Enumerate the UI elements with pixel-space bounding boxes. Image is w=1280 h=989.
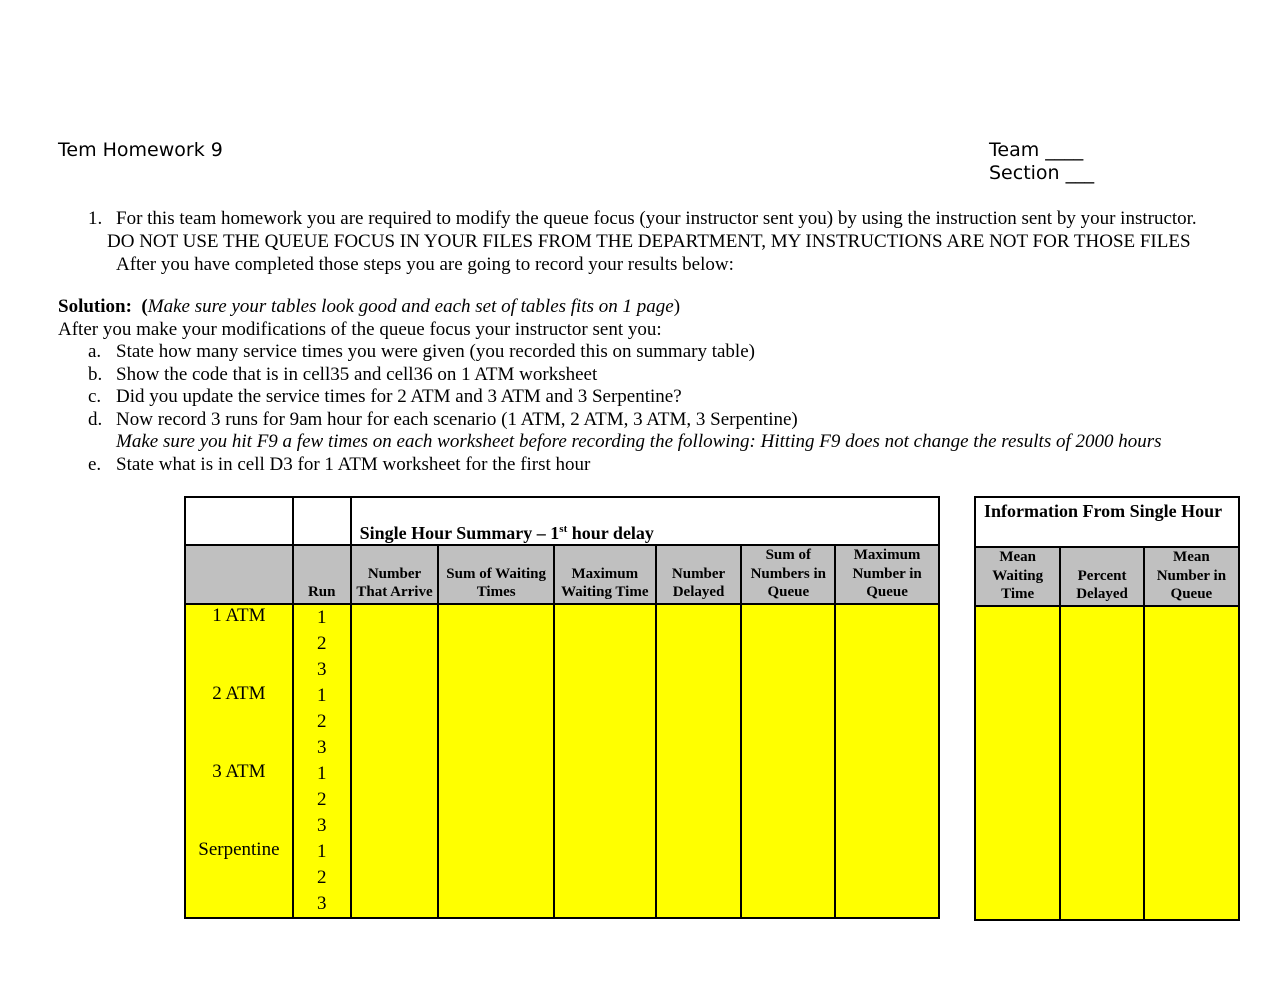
input-cell[interactable] [1144,606,1239,633]
input-cell[interactable] [438,735,554,761]
run-cell: 1 [293,761,351,787]
input-cell[interactable] [554,787,656,813]
input-cell[interactable] [438,631,554,657]
input-cell[interactable] [351,604,439,631]
input-cell[interactable] [351,787,439,813]
run-cell: 2 [293,709,351,735]
table-row [975,789,1239,815]
list-item [58,409,1162,432]
scenario-cell [185,787,293,813]
input-cell[interactable] [351,631,439,657]
input-cell[interactable] [438,891,554,918]
input-cell[interactable] [835,891,939,918]
scenario-cell [185,709,293,735]
summary-corner-cell [293,497,351,545]
input-cell[interactable] [438,683,554,709]
table-row [975,815,1239,841]
input-cell[interactable] [656,787,742,813]
paren-close: ) [673,296,681,317]
input-cell[interactable] [741,865,835,891]
input-cell[interactable] [835,709,939,735]
run-cell: 1 [293,839,351,865]
info-table-title: Information From Single Hour [975,497,1239,547]
input-cell[interactable] [554,683,656,709]
input-cell[interactable] [835,604,939,631]
input-cell[interactable] [656,891,742,918]
input-cell[interactable] [741,839,835,865]
table-row [185,891,939,918]
input-cell[interactable] [554,709,656,735]
input-cell[interactable] [656,709,742,735]
run-cell: 1 [293,683,351,709]
table-row [975,893,1239,920]
table-row [975,659,1239,685]
input-cell[interactable] [554,891,656,918]
item-text: State what is in cell D3 for 1 ATM worksheet for the first hour [116,453,591,475]
input-cell[interactable] [438,657,554,683]
input-cell[interactable] [1060,841,1143,867]
column-header: Maximum Number in Queue [835,545,939,604]
scenario-cell: Serpentine [185,839,293,865]
run-cell: 2 [293,631,351,657]
input-cell[interactable] [1060,737,1143,763]
input-cell[interactable] [554,657,656,683]
input-cell[interactable] [1144,893,1239,920]
table-row [185,813,939,839]
input-cell[interactable] [656,839,742,865]
input-cell[interactable] [1060,867,1143,893]
input-cell[interactable] [741,735,835,761]
information-single-hour-table [974,496,1240,921]
input-cell[interactable] [975,711,1060,737]
input-cell[interactable] [975,737,1060,763]
table-row [975,711,1239,737]
input-cell[interactable] [835,683,939,709]
input-cell[interactable] [1144,789,1239,815]
item-letter: e. [88,453,102,475]
question-1-line-2: DO NOT USE THE QUEUE FOCUS IN YOUR FILES FROM THE DEPARTMENT, MY INSTRUCTIONS ARE NOT FOR THOSE FILES [107,231,1191,252]
input-cell[interactable] [438,813,554,839]
input-cell[interactable] [351,813,439,839]
input-cell[interactable] [351,709,439,735]
question-1-line-1: For this team homework you are required to modify the queue focus (your instructor sent you) by using the instruction sent by your instructor. [116,208,1197,229]
run-cell: 3 [293,735,351,761]
input-cell[interactable] [554,761,656,787]
input-cell[interactable] [1144,633,1239,659]
team-label: Team ____ [989,139,1084,161]
table-row [975,606,1239,633]
table-row [185,631,939,657]
column-header: Number That Arrive [351,545,439,604]
scenario-header [185,545,293,604]
input-cell[interactable] [975,867,1060,893]
run-cell: 1 [293,604,351,631]
input-cell[interactable] [741,657,835,683]
input-cell[interactable] [1060,893,1143,920]
input-cell[interactable] [741,604,835,631]
input-cell[interactable] [835,787,939,813]
document-title: Tem Homework 9 [58,139,223,161]
input-cell[interactable] [1144,815,1239,841]
input-cell[interactable] [835,839,939,865]
table-row [185,604,939,631]
table-row [185,683,939,709]
input-cell[interactable] [656,813,742,839]
input-cell[interactable] [351,735,439,761]
input-cell[interactable] [1144,867,1239,893]
input-cell[interactable] [1144,685,1239,711]
input-cell[interactable] [656,735,742,761]
input-cell[interactable] [1060,711,1143,737]
input-cell[interactable] [1060,789,1143,815]
input-cell[interactable] [438,761,554,787]
input-cell[interactable] [554,604,656,631]
question-number: 1. [88,208,103,229]
column-header: Mean Waiting Time [975,547,1060,606]
table-row [185,839,939,865]
scenario-cell [185,891,293,918]
input-cell[interactable] [1060,763,1143,789]
item-letter: d. [88,408,103,430]
scenario-cell [185,735,293,761]
input-cell[interactable] [438,787,554,813]
input-cell[interactable] [835,813,939,839]
input-cell[interactable] [975,659,1060,685]
list-item [58,364,1162,387]
scenario-cell [185,813,293,839]
input-cell[interactable] [351,683,439,709]
input-cell[interactable] [1060,685,1143,711]
input-cell[interactable] [656,657,742,683]
table-row [975,763,1239,789]
solution-label: Solution: [58,296,132,317]
italic-note: Make sure you hit F9 a few times on each worksheet before recording the following: Hitting F9 does not change the results of 2000 hours [116,431,1162,452]
team-section-block [989,139,1094,185]
input-cell[interactable] [438,865,554,891]
scenario-cell: 1 ATM [185,604,293,631]
input-cell[interactable] [1060,633,1143,659]
table-row [975,685,1239,711]
input-cell[interactable] [835,631,939,657]
summary-table-title: Single Hour Summary – 1st hour delay [351,497,939,545]
input-cell[interactable] [554,865,656,891]
input-cell[interactable] [835,865,939,891]
run-cell: 3 [293,657,351,683]
run-cell: 3 [293,891,351,918]
input-cell[interactable] [656,631,742,657]
column-header: Sum of Waiting Times [438,545,554,604]
run-cell: 2 [293,787,351,813]
column-header: Mean Number in Queue [1144,547,1239,606]
table-row [185,657,939,683]
scenario-cell [185,865,293,891]
input-cell[interactable] [656,865,742,891]
input-cell[interactable] [975,633,1060,659]
input-cell[interactable] [351,761,439,787]
paren-open: ( [141,296,148,317]
column-header: Percent Delayed [1060,547,1143,606]
input-cell[interactable] [835,761,939,787]
input-cell[interactable] [554,735,656,761]
solution-intro: After you make your modifications of the queue focus your instructor sent you: [58,318,662,340]
solution-heading [58,296,1162,319]
item-letter: b. [88,363,103,385]
item-letter: a. [88,341,102,362]
item-text: State how many service times you were given (you recorded this on summary table) [116,341,755,362]
table-row [185,761,939,787]
input-cell[interactable] [741,631,835,657]
input-cell[interactable] [1144,841,1239,867]
input-cell[interactable] [975,685,1060,711]
column-header: Sum of Numbers in Queue [741,545,835,604]
table-row [975,737,1239,763]
input-cell[interactable] [438,604,554,631]
input-cell[interactable] [975,815,1060,841]
item-text: Did you update the service times for 2 ATM and 3 ATM and 3 Serpentine? [116,386,682,407]
input-cell[interactable] [1144,711,1239,737]
table-row [975,867,1239,893]
input-cell[interactable] [438,839,554,865]
question-1-line-3: After you have completed those steps you are going to record your results below: [116,254,734,275]
input-cell[interactable] [1060,606,1143,633]
scenario-cell [185,657,293,683]
input-cell[interactable] [975,763,1060,789]
column-header: Number Delayed [656,545,742,604]
input-cell[interactable] [975,841,1060,867]
input-cell[interactable] [351,865,439,891]
input-cell[interactable] [554,631,656,657]
input-cell[interactable] [1144,737,1239,763]
table-row [975,633,1239,659]
info-table-body [975,606,1239,920]
run-header: Run [293,545,351,604]
input-cell[interactable] [656,604,742,631]
input-cell[interactable] [741,891,835,918]
input-cell[interactable] [835,657,939,683]
input-cell[interactable] [1144,659,1239,685]
scenario-cell [185,631,293,657]
input-cell[interactable] [835,735,939,761]
run-cell: 3 [293,813,351,839]
item-letter: c. [88,386,102,407]
list-item [58,386,1162,409]
single-hour-summary-table [184,496,940,919]
table-row [185,865,939,891]
scenario-cell: 2 ATM [185,683,293,709]
input-cell[interactable] [741,683,835,709]
solution-section [58,296,1162,476]
run-cell: 2 [293,865,351,891]
table-row [185,787,939,813]
input-cell[interactable] [741,813,835,839]
table-row [185,735,939,761]
item-text: Now record 3 runs for 9am hour for each scenario (1 ATM, 2 ATM, 3 ATM, 3 Serpentine) [116,408,798,430]
input-cell[interactable] [351,891,439,918]
input-cell[interactable] [741,761,835,787]
solution-note: Make sure your tables look good and each set of tables fits on 1 page [147,296,674,317]
scenario-cell: 3 ATM [185,761,293,787]
input-cell[interactable] [351,657,439,683]
summary-table-body [185,604,939,918]
input-cell[interactable] [438,709,554,735]
column-header: Maximum Waiting Time [554,545,656,604]
table-row [185,709,939,735]
list-item [58,341,1162,364]
input-cell[interactable] [1060,815,1143,841]
input-cell[interactable] [975,606,1060,633]
input-cell[interactable] [554,839,656,865]
input-cell[interactable] [656,761,742,787]
input-cell[interactable] [975,893,1060,920]
input-cell[interactable] [741,709,835,735]
input-cell[interactable] [656,683,742,709]
item-text: Show the code that is in cell35 and cell36 on 1 ATM worksheet [116,363,598,385]
table-row [975,841,1239,867]
input-cell[interactable] [1060,659,1143,685]
input-cell[interactable] [975,789,1060,815]
input-cell[interactable] [741,787,835,813]
input-cell[interactable] [1144,763,1239,789]
list-item [58,454,1162,477]
input-cell[interactable] [351,839,439,865]
input-cell[interactable] [554,813,656,839]
section-label: Section ___ [989,162,1095,184]
summary-corner-cell [185,497,293,545]
